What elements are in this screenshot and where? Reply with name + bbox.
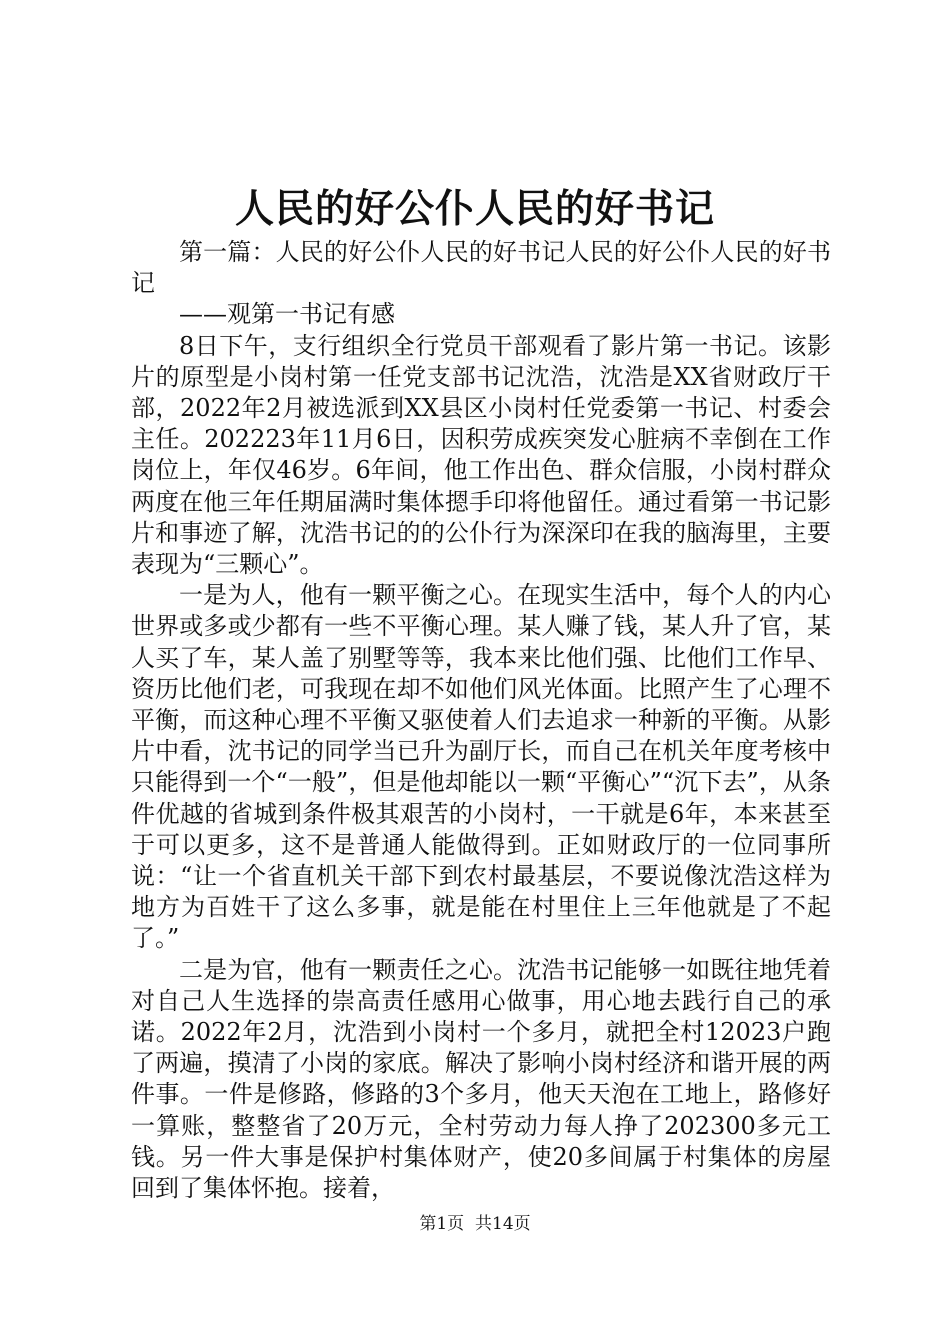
paragraph-heading: 第一篇：人民的好公仆人民的好书记人民的好公仆人民的好书记 (131, 238, 831, 298)
page-footer (0, 1212, 950, 1236)
paragraph-first-point: 一是为人，他有一颗平衡之心。在现实生活中，每个人的内心世界或多或少都有一些不平衡心理。某人赚了钱，某人升了官，某人买了车，某人盖了别墅等等，我本来比他们强、比他们工作早、资历比他们老，可我现在却不如他们风光体面。比照产生了心理不平衡，而这种心理不平衡又驱使着人们去追求一种新的平衡。从影片中看，沈书记的同学当已升为副厅长，而自己在机关年度考核中只能得到一个“一般”，但是他却能以一颗“平衡心”“沉下去”，从条件优越的省城到条件极其艰苦的小岗村，一干就是6年，本来甚至于可以更多，这不是普通人能做得到。正如财政厅的一位同事所说：“让一个省直机关干部下到农村最基层，不要说像沈浩这样为地方为百姓干了这么多事，就是能在村里住上三年他就是了不起了。” (131, 581, 831, 953)
paragraph-second-point: 二是为官，他有一颗责任之心。沈浩书记能够一如既往地凭着对自己人生选择的崇高责任感用心做事，用心地去践行自己的承诺。2022年2月，沈浩到小岗村一个多月，就把全村12023户跑了两遍，摸清了小岗的家底。解决了影响小岗村经济和谐开展的两件事。一件是修路，修路的3个多月，他天天泡在工地上，路修好一算账，整整省了20万元，全村劳动力每人挣了202300多元工钱。另一件大事是保护村集体财产，使20多间属于村集体的房屋回到了集体怀抱。接着， (131, 955, 831, 1203)
document-title: 人民的好公仆人民的好书记 (234, 186, 715, 232)
paragraph-intro: 8日下午，支行组织全行党员干部观看了影片第一书记。该影片的原型是小岗村第一任党支部书记沈浩，沈浩是XX省财政厅干部，2022年2月被选派到XX县区小岗村任党委第一书记、村委会主任。202223年11月6日，因积劳成疾突发心脏病不幸倒在工作岗位上，年仅46岁。6年间，他工作出色、群众信服，小岗村群众两度在他三年任期届满时集体摁手印将他留任。通过看第一书记影片和事迹了解，沈浩书记的的公仆行为深深印在我的脑海里，主要表现为“三颗心”。 (131, 331, 831, 579)
page-number: 第1页 (419, 1214, 465, 1234)
page-total: 共14页 (475, 1214, 531, 1234)
paragraph-subtitle: ——观第一书记有感 (179, 300, 395, 329)
document-body (131, 237, 831, 1204)
